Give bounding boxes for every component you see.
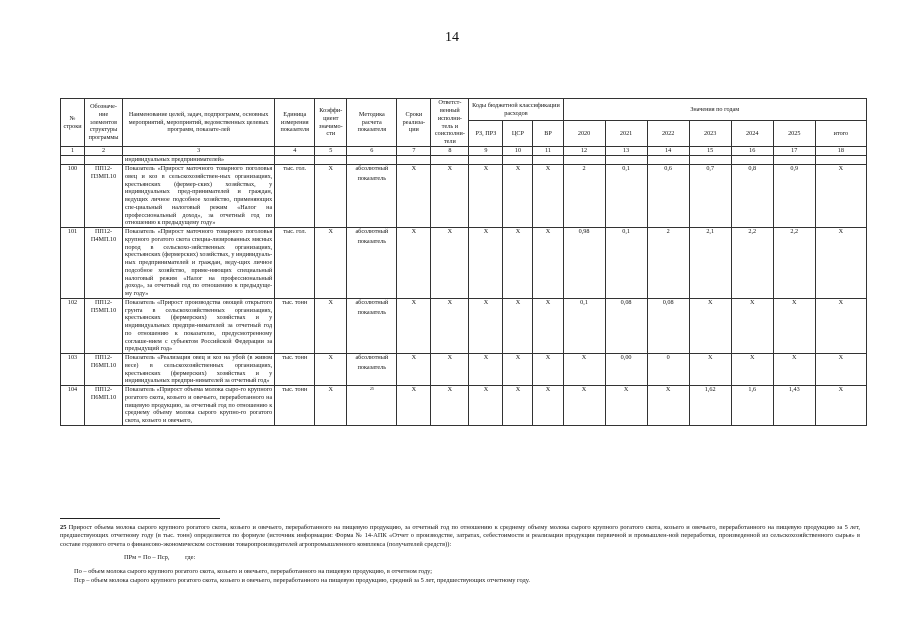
row-cell: X bbox=[431, 228, 469, 299]
row-number: 102 bbox=[61, 298, 85, 353]
table-row bbox=[61, 228, 867, 299]
row-coef: X bbox=[315, 165, 347, 228]
header-row-no: № строки bbox=[61, 99, 85, 147]
row-cell: X bbox=[503, 354, 533, 386]
row-indicator-name: Показатель «Реализация овец и коз на убой (в живом весе) в сельскохозяйственных организациях, крестьянских (фермерских) хозяйствах и у индивидуальных предпри-нимателей за отчетный год» bbox=[123, 354, 275, 386]
row-cell: X bbox=[469, 354, 503, 386]
table-body bbox=[61, 156, 867, 426]
row-year-value: X bbox=[563, 386, 605, 426]
row-year-value: X bbox=[773, 298, 815, 353]
row-year-value: 2,2 bbox=[773, 228, 815, 299]
column-number: 13 bbox=[605, 147, 647, 156]
header-designation: Обозначе-ние элементов структуры программы bbox=[85, 99, 123, 147]
column-number: 16 bbox=[731, 147, 773, 156]
row-year-value: X bbox=[605, 386, 647, 426]
table-row bbox=[61, 354, 867, 386]
row-unit: тыс. гол. bbox=[275, 165, 315, 228]
row-year-value: X bbox=[731, 298, 773, 353]
header-year: 2020 bbox=[563, 121, 605, 147]
row-year-value: 0,1 bbox=[605, 228, 647, 299]
column-number: 15 bbox=[689, 147, 731, 156]
row-cell: X bbox=[533, 386, 563, 426]
row-year-value: X bbox=[773, 354, 815, 386]
row-code: ПП12-П3МП.10 bbox=[85, 165, 123, 228]
header-method: Методика расчета показателя bbox=[347, 99, 397, 147]
footnotes bbox=[60, 518, 860, 585]
row-year-value: 1,62 bbox=[689, 386, 731, 426]
row-method bbox=[347, 298, 397, 353]
row-indicator-name: Показатель «Прирост производства овощей открытого грунта в сельскохозяйственных организациях, крестьянских (фермерских) хозяйствах и у индивидуальных предпри-нимателей за отчетный год по отношению к показателю, предусмотренному соглаше-нием с субъектом Российской Федерации за предыдущий год» bbox=[123, 298, 275, 353]
row-cell: X bbox=[469, 165, 503, 228]
header-vr: ВР bbox=[533, 121, 563, 147]
row-year-value: 2 bbox=[563, 165, 605, 228]
row-cell: X bbox=[533, 228, 563, 299]
column-number: 6 bbox=[347, 147, 397, 156]
header-years-title: Значения по годам bbox=[563, 99, 866, 121]
row-year-value: 0,1 bbox=[605, 165, 647, 228]
row-unit: тыс. гол. bbox=[275, 228, 315, 299]
column-number: 8 bbox=[431, 147, 469, 156]
row-method bbox=[347, 354, 397, 386]
row-method bbox=[347, 165, 397, 228]
row-unit: тыс. тонн bbox=[275, 386, 315, 426]
row-cell: X bbox=[431, 298, 469, 353]
column-number: 7 bbox=[397, 147, 431, 156]
row-cell: X bbox=[397, 165, 431, 228]
footnote-mark: 25 bbox=[60, 524, 67, 531]
header-rz: РЗ, ПРЗ bbox=[469, 121, 503, 147]
column-number: 2 bbox=[85, 147, 123, 156]
row-year-value: 0,6 bbox=[647, 165, 689, 228]
row-year-value: 0,98 bbox=[563, 228, 605, 299]
header-csr: ЦСР bbox=[503, 121, 533, 147]
row-number: 100 bbox=[61, 165, 85, 228]
method-text: абсолютный показатель bbox=[355, 228, 389, 245]
row-cell: X bbox=[397, 298, 431, 353]
footnote-25 bbox=[60, 524, 860, 549]
header-year: 2025 bbox=[773, 121, 815, 147]
row-year-value: X bbox=[689, 354, 731, 386]
row-indicator-name: Показатель «Прирост маточного товарного поголовья крупного рогатого скота специа-лизированных мясных пород в сельскохо-зяйственных организациях, крестьянских (фермерских) хозяйствах, у индивидуаль-ных предпринимателей и граждан, веду-щих личное подсобное хозяйство, приме-няющих специальный налоговый режим «Налог на профессиональный доход», за отчетный год по отношению к предыдуще-му году» bbox=[123, 228, 275, 299]
header-year: 2021 bbox=[605, 121, 647, 147]
method-text: абсолютный показатель bbox=[355, 298, 389, 316]
row-cell: X bbox=[397, 386, 431, 426]
row-year-value: 0,7 bbox=[689, 165, 731, 228]
column-number: 11 bbox=[533, 147, 563, 156]
row-year-value: X bbox=[815, 354, 866, 386]
column-number: 5 bbox=[315, 147, 347, 156]
row-unit: тыс. тонн bbox=[275, 298, 315, 353]
row-code: ПП12-П6МП.10 bbox=[85, 386, 123, 426]
row-indicator-name: Показатель «Прирост маточного товарного поголовья овец и коз в сельскохозяйствен-ных организациях, крестьянских (фермер-ских) хозяйствах, у индивидуальных пред-принимателей и граждан, ведущих личное подсобное хозяйство, применяющих спе-циальный налоговый режим «Налог на профессиональный доход», за отчетный год по отношению к предыдущему году» bbox=[123, 165, 275, 228]
column-number: 3 bbox=[123, 147, 275, 156]
row-number: 104 bbox=[61, 386, 85, 426]
row-cell: X bbox=[469, 386, 503, 426]
footnote-reference: 25 bbox=[369, 386, 374, 391]
row-cell: X bbox=[533, 354, 563, 386]
row-year-value: X bbox=[815, 386, 866, 426]
column-number: 14 bbox=[647, 147, 689, 156]
row-year-value: 0,8 bbox=[731, 165, 773, 228]
row-year-value: 2,2 bbox=[731, 228, 773, 299]
row-number: 101 bbox=[61, 228, 85, 299]
legend-item: Пср – объем молока сырого крупного рогатого скота, козьего и овечьего, переработанного на пищевую продукцию, средний за 5 лет, предшествующих отчетному году. bbox=[74, 576, 530, 584]
row-year-value: 2 bbox=[647, 228, 689, 299]
row-code: ПП12-П5МП.10 bbox=[85, 298, 123, 353]
row-year-value: 0,1 bbox=[563, 298, 605, 353]
row-year-value: 1,6 bbox=[731, 386, 773, 426]
row-method bbox=[347, 386, 397, 426]
column-number: 18 bbox=[815, 147, 866, 156]
row-year-value: 0 bbox=[647, 354, 689, 386]
continuation-row bbox=[61, 156, 867, 165]
table-row bbox=[61, 165, 867, 228]
header-responsible: Ответст-венный исполни-тель и соисполни-тели bbox=[431, 99, 469, 147]
row-year-value: 0,9 bbox=[773, 165, 815, 228]
header-unit: Единица измерения показателя bbox=[275, 99, 315, 147]
header-year: 2023 bbox=[689, 121, 731, 147]
row-coef: X bbox=[315, 354, 347, 386]
table-header bbox=[61, 99, 867, 156]
table-row bbox=[61, 386, 867, 426]
row-year-value: 2,1 bbox=[689, 228, 731, 299]
row-cell: X bbox=[469, 228, 503, 299]
indicators-table bbox=[60, 98, 867, 426]
header-terms: Сроки реализа-ции bbox=[397, 99, 431, 147]
page-number: 14 bbox=[445, 30, 459, 45]
row-cell: X bbox=[431, 165, 469, 228]
row-cell: X bbox=[431, 354, 469, 386]
row-cell: X bbox=[533, 298, 563, 353]
row-unit: тыс. тонн bbox=[275, 354, 315, 386]
continuation-text: индивидуальных предпринимателей» bbox=[123, 156, 275, 165]
row-year-value: X bbox=[689, 298, 731, 353]
table-row bbox=[61, 298, 867, 353]
row-cell: X bbox=[503, 165, 533, 228]
row-year-value: 1,43 bbox=[773, 386, 815, 426]
row-year-value: 0,08 bbox=[647, 298, 689, 353]
method-text: абсолютный показатель bbox=[355, 354, 389, 371]
row-number: 103 bbox=[61, 354, 85, 386]
row-year-value: 0,00 bbox=[605, 354, 647, 386]
row-code: ПП12-П6МП.10 bbox=[85, 354, 123, 386]
column-number: 12 bbox=[563, 147, 605, 156]
row-coef: X bbox=[315, 298, 347, 353]
column-number: 17 bbox=[773, 147, 815, 156]
formula-text: ПРм = Пo – Пср, bbox=[124, 553, 170, 561]
row-year-value: X bbox=[815, 228, 866, 299]
row-coef: X bbox=[315, 228, 347, 299]
row-cell: X bbox=[503, 228, 533, 299]
legend-item: По – объем молока сырого крупного рогатого скота, козьего и овечьего, переработанного на пищевую продукцию, в отчетном году; bbox=[74, 568, 432, 576]
footnote-formula bbox=[124, 554, 860, 562]
header-coef: Коэффи-циент значимо-сти bbox=[315, 99, 347, 147]
row-coef: X bbox=[315, 386, 347, 426]
row-code: ПП12-П4МП.10 bbox=[85, 228, 123, 299]
footnote-text: Прирост объема молока сырого крупного рогатого скота, козьего и овечьего, переработанного на пищевую продукцию, за отчетный год по отношению к среднему объему молока сырого крупного рогатого скота, козьего и овечьего, переработанного на пищевую продукцию за 5 лет, предшествующих отчетному году (в тыс. тонн) определяется по формуле (источник информации: Форма № 14-АПК «Отчет о производстве, затратах, себестоимости и реализации продукции первичной и промышлен-ной переработки, произведенной из сельскохозяйственного сырья» в составе годового отчета о финансово-экономическом состоянии товаропроизводителей агропромышленного комплекса (получателей средств)): bbox=[60, 524, 860, 548]
column-number: 1 bbox=[61, 147, 85, 156]
row-year-value: 0,08 bbox=[605, 298, 647, 353]
row-cell: X bbox=[503, 298, 533, 353]
row-cell: X bbox=[397, 228, 431, 299]
footnote-divider bbox=[60, 518, 220, 519]
row-year-value: X bbox=[647, 386, 689, 426]
column-numbers-row bbox=[61, 147, 867, 156]
formula-where: где: bbox=[185, 553, 196, 561]
method-text: абсолютный показатель bbox=[355, 165, 389, 182]
indicators-table-container bbox=[60, 98, 867, 426]
row-method bbox=[347, 228, 397, 299]
column-number: 9 bbox=[469, 147, 503, 156]
row-cell: X bbox=[397, 354, 431, 386]
row-indicator-name: Показатель «Прирост объема молока сыро-го крупного рогатого скота, козьего и овечьего, переработанного на пищевую продукцию, за отчетный год по отношению к среднему объему молока сырого крупно-го рогатого скота, козьего и овечьего, bbox=[123, 386, 275, 426]
header-year-total: итого bbox=[815, 121, 866, 147]
column-number: 4 bbox=[275, 147, 315, 156]
row-year-value: X bbox=[731, 354, 773, 386]
row-year-value: X bbox=[815, 165, 866, 228]
row-year-value: X bbox=[563, 354, 605, 386]
header-name: Наименование целей, задач, подпрограмм, основных мероприятий, мероприятий, ведомственных целевых программ, показате-лей bbox=[123, 99, 275, 147]
header-year: 2024 bbox=[731, 121, 773, 147]
row-cell: X bbox=[431, 386, 469, 426]
column-number: 10 bbox=[503, 147, 533, 156]
row-cell: X bbox=[533, 165, 563, 228]
row-year-value: X bbox=[815, 298, 866, 353]
header-year: 2022 bbox=[647, 121, 689, 147]
row-cell: X bbox=[469, 298, 503, 353]
row-cell: X bbox=[503, 386, 533, 426]
formula-legend bbox=[60, 568, 860, 585]
header-budget-codes: Коды бюджетной классификации расходов bbox=[469, 99, 563, 121]
